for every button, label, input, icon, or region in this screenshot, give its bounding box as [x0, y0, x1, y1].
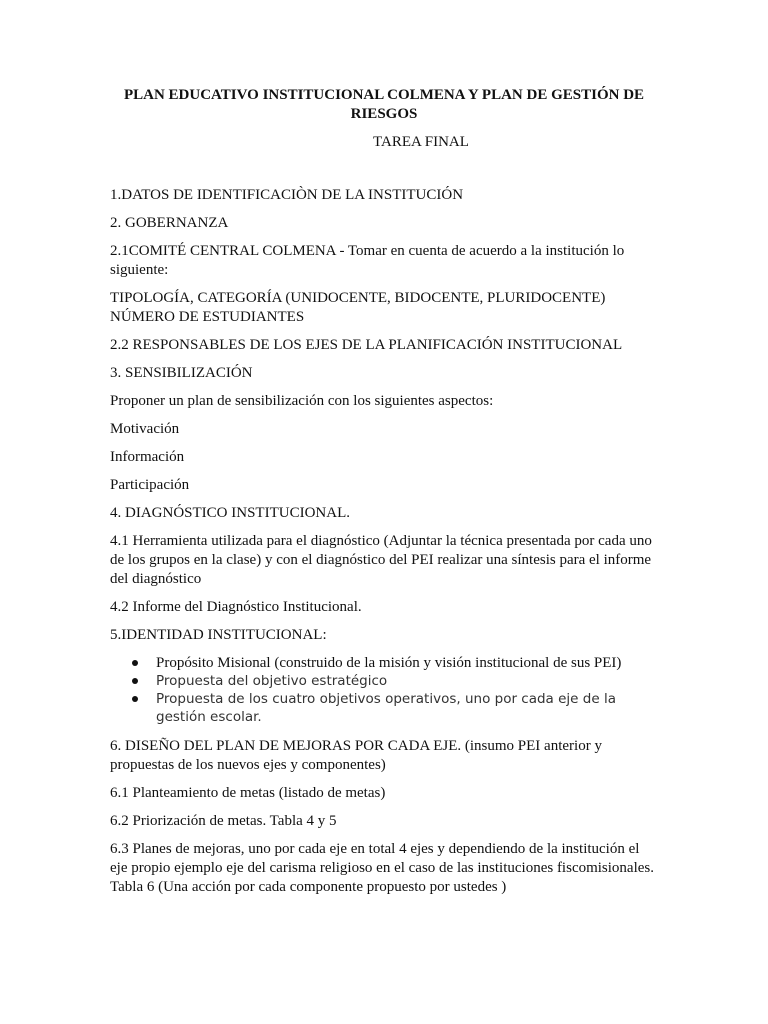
aspect-participation: Participación [110, 477, 190, 493]
document-subtitle: TAREA FINAL [373, 134, 469, 150]
list-item [156, 672, 658, 690]
section-6-heading: 6. DISEÑO DEL PLAN DE MEJORAS POR CADA EJE. (insumo PEI anterior y propuestas de los nuevos ejes y componentes) [110, 738, 602, 773]
section-1-heading: 1.DATOS DE IDENTIFICACIÒN DE LA INSTITUCIÓN [110, 187, 464, 203]
section-5-heading: 5.IDENTIDAD INSTITUCIONAL: [110, 627, 327, 643]
bullet-icon [132, 660, 138, 666]
section-4-heading: 4. DIAGNÓSTICO INSTITUCIONAL. [110, 505, 350, 521]
list-item-text: Propuesta del objetivo estratégico [156, 673, 388, 689]
list-item [156, 690, 658, 726]
section-6-1-text: 6.1 Planteamiento de metas (listado de metas) [110, 785, 386, 801]
document-body [110, 86, 658, 906]
list-item-text: Propuesta de los cuatro objetivos operativos, uno por cada eje de la gestión escolar. [156, 691, 616, 725]
aspect-motivation: Motivación [110, 421, 180, 437]
section-6-3-text: 6.3 Planes de mejoras, uno por cada eje en total 4 ejes y dependiendo de la institución el eje propio ejemplo eje del carisma religioso en el caso de las instituciones fiscomisionales. Tabla 6 (Una acción por cada componente propuesto por ustedes ) [110, 841, 655, 895]
section-4-2-text: 4.2 Informe del Diagnóstico Institucional. [110, 599, 362, 615]
document-title: PLAN EDUCATIVO INSTITUCIONAL COLMENA Y PLAN DE GESTIÓN DE RIESGOS [123, 87, 645, 122]
section-6-2-text: 6.2 Priorización de metas. Tabla 4 y 5 [110, 813, 337, 829]
section-2-2-text: 2.2 RESPONSABLES DE LOS EJES DE LA PLANIFICACIÓN INSTITUCIONAL [110, 337, 623, 353]
bullet-icon [132, 678, 138, 684]
sensitization-intro: Proponer un plan de sensibilización con los siguientes aspectos: [110, 393, 494, 409]
section-3-heading: 3. SENSIBILIZACIÓN [110, 365, 253, 381]
typology-text: TIPOLOGÍA, CATEGORÍA (UNIDOCENTE, BIDOCENTE, PLURIDOCENTE) NÚMERO DE ESTUDIANTES [110, 290, 606, 325]
identity-bullet-list [110, 654, 658, 726]
list-item-text: Propósito Misional (construido de la misión y visión institucional de sus PEI) [156, 655, 622, 671]
section-2-heading: 2. GOBERNANZA [110, 215, 229, 231]
section-2-1-text: 2.1COMITÉ CENTRAL COLMENA - Tomar en cuenta de acuerdo a la institución lo siguiente: [110, 243, 625, 278]
bullet-icon [132, 696, 138, 702]
section-4-1-text: 4.1 Herramienta utilizada para el diagnóstico (Adjuntar la técnica presentada por cada uno de los grupos en la clase) y con el diagnóstico del PEI realizar una síntesis para el informe del diagnóstico [110, 533, 652, 587]
list-item [156, 654, 658, 672]
aspect-information: Información [110, 449, 185, 465]
